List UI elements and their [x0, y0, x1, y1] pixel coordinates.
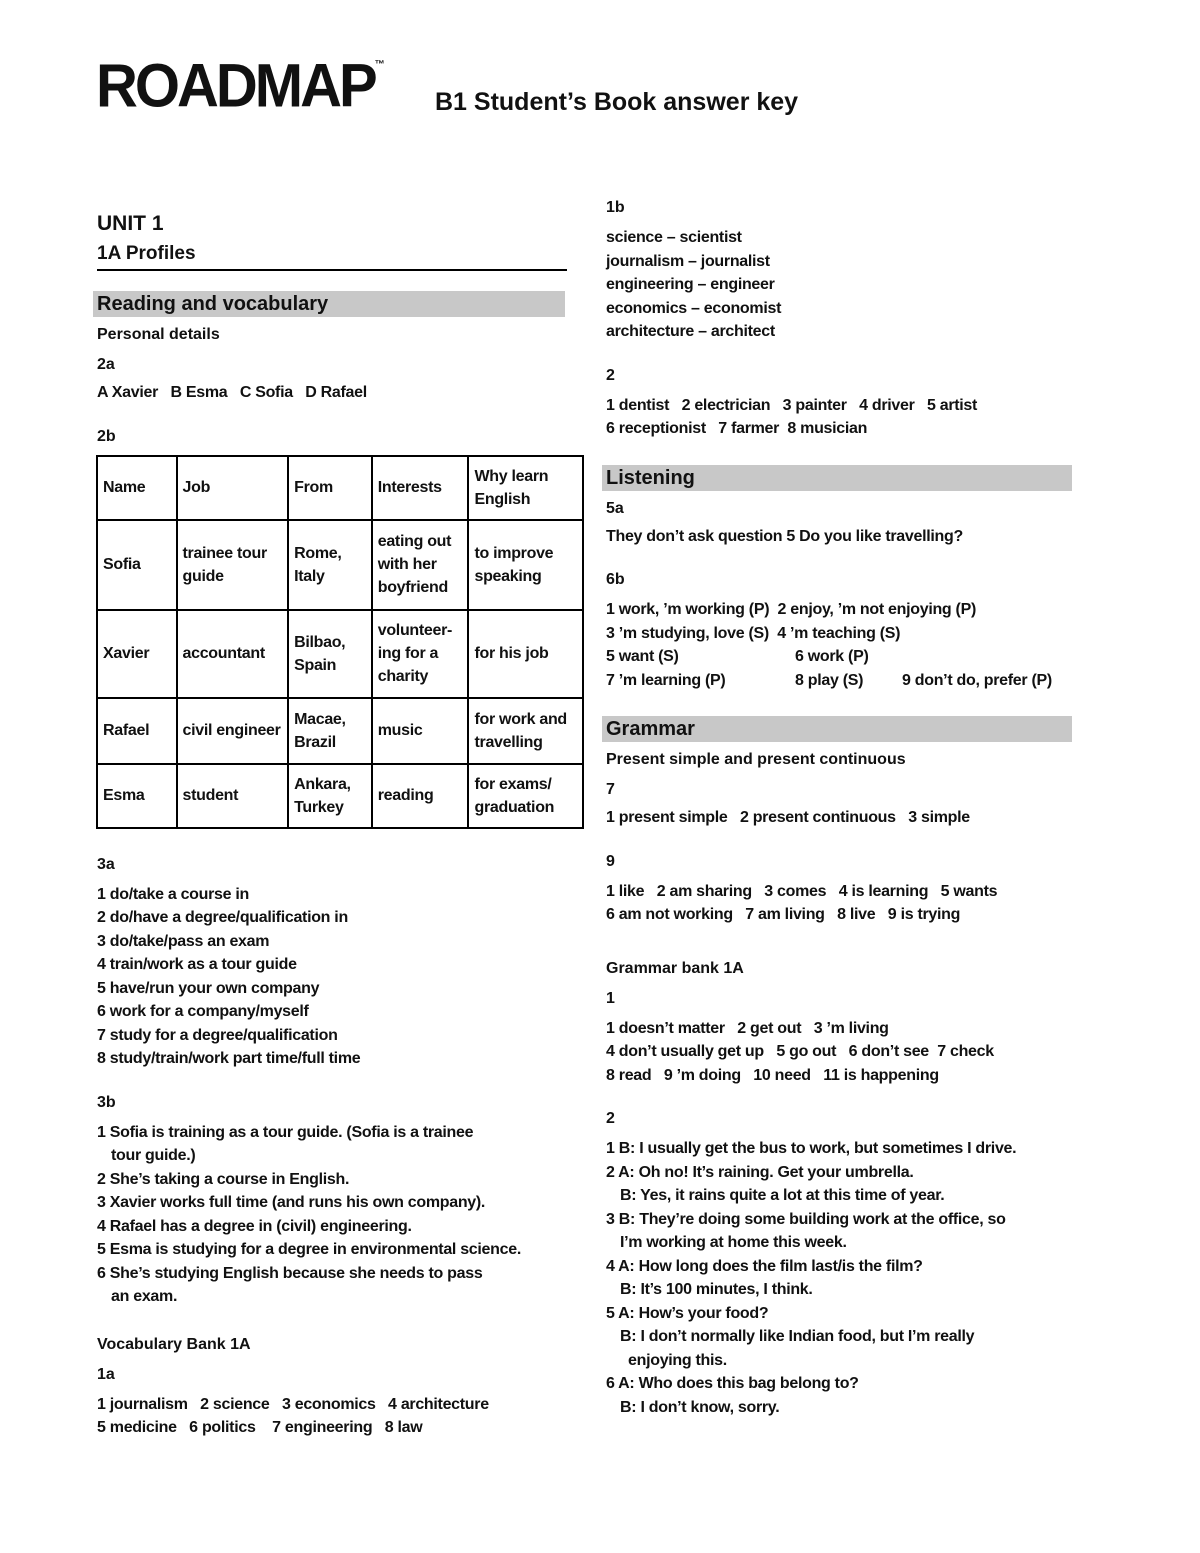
list-item: 3 do/take/pass an exam [97, 932, 270, 950]
answer-line: 6 am not working 7 am living 8 live 9 is trying [606, 906, 961, 923]
dialogue-line: 2 A: Oh no! It’s raining. Get your umbrella. [606, 1163, 914, 1181]
answer-line: 1 like 2 am sharing 3 comes 4 is learning 5 wants [606, 882, 998, 900]
exercise-label-3a: 3a [97, 855, 115, 873]
exercise-label-7: 7 [606, 781, 615, 798]
list-item: 7 study for a degree/qualification [97, 1026, 338, 1044]
answer-line: 4 don’t usually get up 5 go out 6 don’t see 7 check [606, 1043, 994, 1060]
exercise-label-2: 2 [606, 366, 615, 384]
vocabulary-bank-title: Vocabulary Bank 1A [97, 1335, 251, 1353]
list-item: journalism – journalist [606, 252, 770, 270]
list-item: 3 Xavier works full time (and runs his own company). [97, 1194, 486, 1211]
list-item-continued: tour guide.) [111, 1147, 196, 1164]
grammar-bank-title: Grammar bank 1A [606, 959, 744, 977]
list-item: architecture – architect [606, 323, 775, 340]
exercise-label-1: 1 [606, 989, 615, 1007]
answer-line: 5 want (S) 6 work (P) [606, 648, 869, 665]
answer-2a: A Xavier B Esma C Sofia D Rafael [97, 384, 367, 401]
dialogue-line: B: I don’t know, sorry. [620, 1398, 780, 1416]
exercise-label-1a: 1a [97, 1365, 115, 1383]
answer-line: 6 receptionist 7 farmer 8 musician [606, 420, 868, 437]
table-cell: music [372, 698, 469, 764]
answer-line: 5 medicine 6 politics 7 engineering 8 law [97, 1419, 423, 1436]
table-cell: accountant [177, 610, 289, 698]
answer-line: 1 journalism 2 science 3 economics 4 architecture [97, 1395, 489, 1413]
answer-line: 1 doesn’t matter 2 get out 3 ’m living [606, 1019, 889, 1037]
list-item: economics – economist [606, 299, 782, 317]
dialogue-line: 4 A: How long does the film last/is the film? [606, 1257, 923, 1275]
lesson-heading: 1A Profiles [97, 239, 567, 271]
table-row [97, 764, 583, 828]
table-cell: Sofia [97, 520, 177, 610]
section-reading-vocabulary: Reading and vocabulary [93, 291, 565, 317]
left-column [97, 195, 567, 1440]
unit-heading: UNIT 1 [97, 212, 164, 235]
table-cell: Bilbao, Spain [288, 610, 372, 698]
dialogue-line: B: It’s 100 minutes, I think. [620, 1281, 813, 1298]
dialogue-line: enjoying this. [628, 1351, 727, 1369]
list-item: 1 do/take a course in [97, 885, 250, 903]
list-item: 8 study/train/work part time/full time [97, 1050, 361, 1067]
table-cell: Rome, Italy [288, 520, 372, 610]
subheading-present-simple-continuous: Present simple and present continuous [606, 751, 906, 768]
table-cell: trainee tour guide [177, 520, 289, 610]
dialogue-line: B: Yes, it rains quite a lot at this time of year. [620, 1187, 945, 1204]
dialogue-line: 5 A: How’s your food? [606, 1304, 769, 1322]
roadmap-logo [96, 51, 385, 121]
right-column [606, 196, 1076, 1419]
list-item: 6 She’s studying English because she needs to pass [97, 1264, 483, 1282]
exercise-label-5a: 5a [606, 499, 624, 517]
list-item: 1 Sofia is training as a tour guide. (Sofia is a trainee [97, 1123, 474, 1141]
answer-line: 1 present simple 2 present continuous 3 simple [606, 809, 970, 826]
list-item: 2 do/have a degree/qualification in [97, 909, 348, 926]
table-cell: volunteer-ing for a charity [372, 610, 469, 698]
list-item: 4 Rafael has a degree in (civil) engineering. [97, 1217, 412, 1235]
table-header: Interests [372, 456, 469, 520]
answer-line: 1 dentist 2 electrician 3 painter 4 driver 5 artist [606, 396, 978, 414]
table-cell: for exams/ graduation [468, 764, 583, 828]
table-cell: student [177, 764, 289, 828]
exercise-label-1b: 1b [606, 199, 625, 216]
exercise-label-3b: 3b [97, 1093, 116, 1111]
list-item: 6 work for a company/myself [97, 1003, 309, 1020]
table-header: Name [97, 456, 177, 520]
list-item: 4 train/work as a tour guide [97, 956, 297, 973]
table-row [97, 698, 583, 764]
table-row [97, 610, 583, 698]
section-listening: Listening [602, 465, 1072, 491]
list-item: 2 She’s taking a course in English. [97, 1170, 350, 1188]
table-cell: for his job [468, 610, 583, 698]
list-item: engineering – engineer [606, 276, 775, 293]
table-cell: eating out with her boyfriend [372, 520, 469, 610]
table-cell: to improve speaking [468, 520, 583, 610]
exercise-label-2-grammar: 2 [606, 1110, 615, 1127]
table-row [97, 520, 583, 610]
exercise-label-2a: 2a [97, 356, 115, 373]
table-header: Job [177, 456, 289, 520]
dialogue-line: I’m working at home this week. [620, 1234, 847, 1251]
dialogue-line: B: I don’t normally like Indian food, but I’m really [620, 1328, 975, 1345]
table-cell: Ankara, Turkey [288, 764, 372, 828]
table-cell: for work and travelling [468, 698, 583, 764]
table-cell: civil engineer [177, 698, 289, 764]
table-header: From [288, 456, 372, 520]
subheading-personal-details: Personal details [97, 326, 220, 343]
section-grammar: Grammar [602, 716, 1072, 742]
answer-line: 3 ’m studying, love (S) 4 ’m teaching (S) [606, 624, 901, 642]
logo-text: ROADMAP [96, 51, 375, 121]
exercise-label-9: 9 [606, 852, 615, 870]
answer-list-3b [97, 1121, 567, 1309]
dialogue-line: 1 B: I usually get the bus to work, but sometimes I drive. [606, 1140, 1017, 1157]
table-cell: Esma [97, 764, 177, 828]
list-item: 5 Esma is studying for a degree in environmental science. [97, 1241, 521, 1258]
profiles-table [96, 455, 584, 829]
table-cell: Rafael [97, 698, 177, 764]
exercise-label-6b: 6b [606, 571, 625, 588]
table-header: Why learn English [468, 456, 583, 520]
list-item: 5 have/run your own company [97, 979, 320, 997]
list-item-continued: an exam. [111, 1288, 178, 1305]
answer-5a: They don’t ask question 5 Do you like travelling? [606, 527, 963, 545]
page-title: B1 Student’s Book answer key [435, 88, 799, 116]
list-item: science – scientist [606, 229, 742, 246]
table-cell: Macae, Brazil [288, 698, 372, 764]
answer-line: 8 read 9 ’m doing 10 need 11 is happening [606, 1066, 939, 1084]
dialogue-line: 6 A: Who does this bag belong to? [606, 1375, 859, 1392]
dialogue-list [606, 1137, 1076, 1419]
dialogue-line: 3 B: They’re doing some building work at the office, so [606, 1210, 1006, 1228]
table-header-row [97, 456, 583, 520]
answer-line: 7 ’m learning (P) 8 play (S) 9 don’t do, prefer (P) [606, 671, 1052, 689]
exercise-label-2b: 2b [97, 427, 116, 445]
trademark-mark: ™ [374, 59, 385, 71]
answer-list-3a [97, 883, 567, 1071]
answer-line: 1 work, ’m working (P) 2 enjoy, ’m not enjoying (P) [606, 601, 976, 618]
table-cell: reading [372, 764, 469, 828]
table-cell: Xavier [97, 610, 177, 698]
